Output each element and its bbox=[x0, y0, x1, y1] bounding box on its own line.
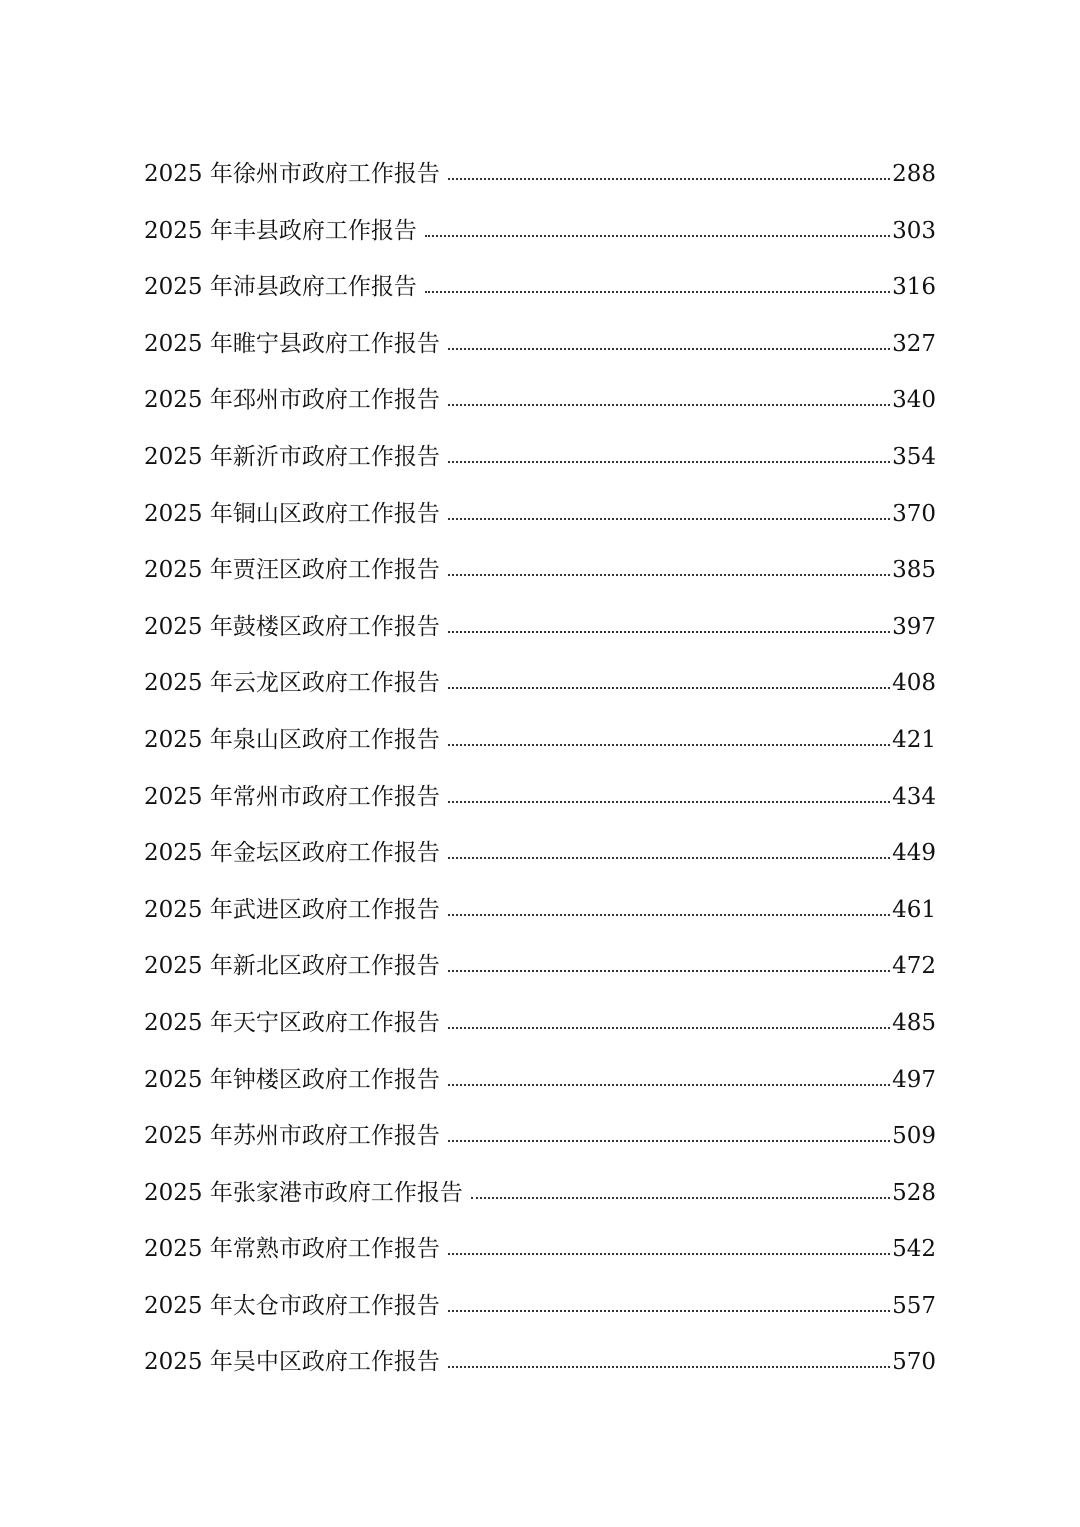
toc-entry-page: 303 bbox=[892, 217, 936, 244]
toc-entry-title: 2025 年金坛区政府工作报告 bbox=[144, 840, 440, 867]
toc-entry-page: 340 bbox=[892, 387, 936, 414]
toc-entry-page: 288 bbox=[892, 161, 936, 187]
toc-entry[interactable] bbox=[144, 1221, 936, 1278]
toc-entry-title: 2025 年常州市政府工作报告 bbox=[144, 783, 440, 810]
toc-entry[interactable] bbox=[144, 429, 936, 486]
dot-leader bbox=[448, 551, 890, 576]
toc-entry-title: 2025 年鼓楼区政府工作报告 bbox=[144, 613, 440, 640]
toc-entry-page: 421 bbox=[892, 726, 936, 753]
toc-entry[interactable] bbox=[144, 1052, 936, 1109]
toc-entry[interactable] bbox=[144, 938, 936, 995]
toc-entry-page: 570 bbox=[892, 1349, 936, 1376]
toc-entry-page: 434 bbox=[892, 783, 936, 810]
toc-entry-page: 461 bbox=[892, 896, 936, 923]
dot-leader bbox=[448, 1061, 890, 1086]
toc-entry-title: 2025 年贾汪区政府工作报告 bbox=[144, 557, 440, 584]
toc-entry-page: 557 bbox=[892, 1292, 936, 1319]
toc-entry-title: 2025 年太仓市政府工作报告 bbox=[144, 1292, 440, 1319]
toc-entry-title: 2025 年苏州市政府工作报告 bbox=[144, 1123, 440, 1150]
dot-leader bbox=[448, 608, 890, 633]
toc-entry-page: 497 bbox=[892, 1066, 936, 1093]
toc-entry-title: 2025 年丰县政府工作报告 bbox=[144, 217, 417, 244]
toc-entry-page: 385 bbox=[892, 557, 936, 584]
toc-entry-page: 316 bbox=[892, 274, 936, 301]
toc-entry-page: 354 bbox=[892, 443, 936, 470]
toc-entry[interactable] bbox=[144, 995, 936, 1052]
toc-entry-page: 472 bbox=[892, 953, 936, 980]
toc-entry[interactable] bbox=[144, 316, 936, 373]
dot-leader bbox=[448, 1230, 890, 1255]
dot-leader bbox=[448, 947, 890, 972]
toc-entry-page: 542 bbox=[892, 1236, 936, 1263]
toc-entry-title: 2025 年新沂市政府工作报告 bbox=[144, 443, 440, 470]
dot-leader bbox=[448, 1287, 890, 1312]
dot-leader bbox=[425, 268, 890, 293]
toc-entry-page: 408 bbox=[892, 670, 936, 697]
toc-entry-page: 397 bbox=[892, 613, 936, 640]
dot-leader bbox=[448, 325, 890, 350]
toc-entry-page: 485 bbox=[892, 1009, 936, 1036]
toc-entry[interactable] bbox=[144, 1334, 936, 1391]
toc-entry-page: 528 bbox=[892, 1179, 936, 1206]
dot-leader bbox=[448, 834, 890, 859]
dot-leader bbox=[448, 664, 890, 689]
toc-entry[interactable] bbox=[144, 1108, 936, 1165]
dot-leader bbox=[448, 155, 890, 180]
toc-entry-page: 370 bbox=[892, 500, 936, 527]
toc-entry[interactable] bbox=[144, 655, 936, 712]
toc-entry[interactable] bbox=[144, 203, 936, 260]
toc-entry-title: 2025 年云龙区政府工作报告 bbox=[144, 670, 440, 697]
dot-leader bbox=[448, 778, 890, 803]
toc-entry-page: 449 bbox=[892, 840, 936, 867]
toc-entry-title: 2025 年徐州市政府工作报告 bbox=[144, 161, 440, 187]
toc-entry[interactable] bbox=[144, 486, 936, 543]
toc-entry-title: 2025 年睢宁县政府工作报告 bbox=[144, 330, 440, 357]
dot-leader bbox=[471, 1174, 890, 1199]
dot-leader bbox=[448, 1343, 890, 1368]
toc-entry[interactable] bbox=[144, 146, 936, 203]
dot-leader bbox=[448, 1117, 890, 1142]
toc-entry-title: 2025 年常熟市政府工作报告 bbox=[144, 1236, 440, 1263]
toc-entry-page: 509 bbox=[892, 1123, 936, 1150]
toc-entry-page: 327 bbox=[892, 330, 936, 357]
dot-leader bbox=[448, 721, 890, 746]
toc-entry[interactable] bbox=[144, 1165, 936, 1222]
toc-entry-title: 2025 年铜山区政府工作报告 bbox=[144, 500, 440, 527]
dot-leader bbox=[448, 1004, 890, 1029]
toc-entry-title: 2025 年武进区政府工作报告 bbox=[144, 896, 440, 923]
dot-leader bbox=[425, 212, 890, 237]
toc-entry-title: 2025 年邳州市政府工作报告 bbox=[144, 387, 440, 414]
toc-entry-title: 2025 年吴中区政府工作报告 bbox=[144, 1349, 440, 1376]
dot-leader bbox=[448, 891, 890, 916]
toc-entry-title: 2025 年沛县政府工作报告 bbox=[144, 274, 417, 301]
toc-entry-title: 2025 年钟楼区政府工作报告 bbox=[144, 1066, 440, 1093]
dot-leader bbox=[448, 381, 890, 406]
toc-entry[interactable] bbox=[144, 1278, 936, 1335]
toc-entry-title: 2025 年新北区政府工作报告 bbox=[144, 953, 440, 980]
toc-entry[interactable] bbox=[144, 372, 936, 429]
toc-entry-title: 2025 年泉山区政府工作报告 bbox=[144, 726, 440, 753]
toc-entry[interactable] bbox=[144, 825, 936, 882]
toc-entry-title: 2025 年天宁区政府工作报告 bbox=[144, 1009, 440, 1036]
toc-entry-title: 2025 年张家港市政府工作报告 bbox=[144, 1179, 463, 1206]
table-of-contents bbox=[144, 146, 936, 1391]
toc-entry[interactable] bbox=[144, 599, 936, 656]
toc-entry[interactable] bbox=[144, 542, 936, 599]
toc-entry[interactable] bbox=[144, 882, 936, 939]
toc-entry[interactable] bbox=[144, 259, 936, 316]
toc-entry[interactable] bbox=[144, 769, 936, 826]
dot-leader bbox=[448, 438, 890, 463]
toc-entry[interactable] bbox=[144, 712, 936, 769]
dot-leader bbox=[448, 495, 890, 520]
